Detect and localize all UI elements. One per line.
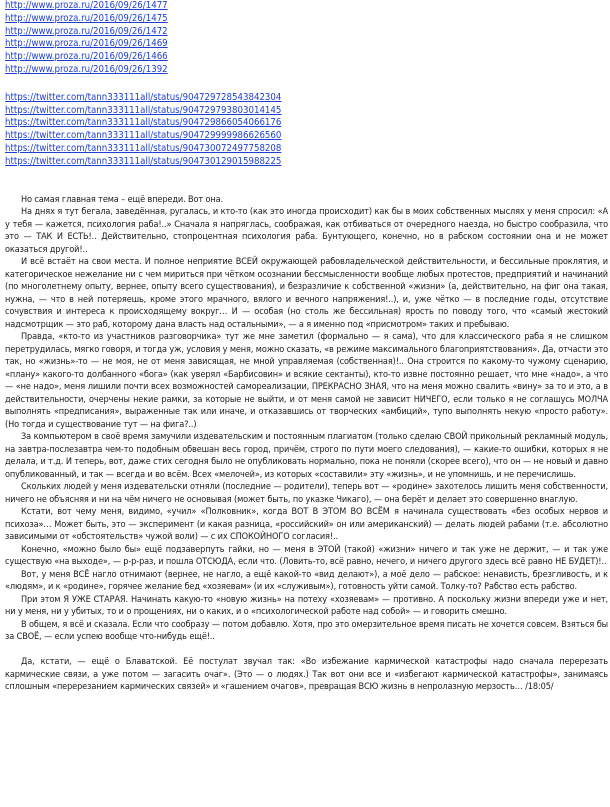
paragraph: Да, кстати, — ещё о Блаватской. Её постулат звучал так: «Во избежание кармической катастрофы надо сначала перерезать кармические связи, а уже потом — загасить очаг». (Это — о людях.) Так вот они все и «избегают кармической катастрофы», занимаясь сплошным «перерезанием кармических связей» и «гашением очагов», превращая ВСЮ жизнь в непролазную мерзость… /18:05/ [5,657,608,693]
paragraph: Кстати, вот чему меня, видимо, «учил» «Полковник», когда ВОТ В ЭТОМ ВО ВСЁМ я начинала существовать «без особых нервов и психоза»… Может быть, это — эксперимент (и какая разница, «российский» он или американский) — делать людей рабами (т.е. абсолютно зависимыми от «обстоятельств» чужой воли) — с их СПОКОЙНОГО согласия!.. [5,507,608,543]
paragraph: При этом Я УЖЕ СТАРАЯ. Начинать какую-то «новую жизнь» на потеху «хозяевам» — противно. А поскольку жизни впереди уже и нет, ни у меня, ни у убитых, то и о прощениях, ни о каких, и о «психологической работе над собой» — и говорить смешно. [5,594,608,618]
paragraph: В общем, я всё и сказала. Если что сообразу — потом добавлю. Хотя, про это омерзительное время писать не хочется совсем. Взяться бы за СВОЁ, — если успею вообще что-нибудь ещё!.. [5,619,608,643]
paragraph: И всё встаёт на свои места. И полное неприятие ВСЕЙ окружающей рабовладельческой действительности, и бессильные проклятия, и категорическое нежелание ни с чем мириться при чётком осознании бессмысленности вообще любых протестов, предприятий и начинаний (по многолетнему опыту, вернее, опыту всего существования), и безразличие к собственной «жизни» (а, действительно, на фиг она такая, нужна, — что в ней потеряешь, кроме этого мрачного, вялого и вечного напряжения!..), и, уже чётко — в последние годы, отсутствие сочувствия и интереса к происходящему вокруг… И — особая (но столь же бессильная) ярость по поводу того, что «самый жестокий надсмотрщик — это раб, которому дана власть над остальными», — а я именно под «присмотром» таких и пребываю. [5,257,608,330]
twitter-link[interactable]: https://twitter.com/tann333111all/status/904730129015988225 [5,155,282,167]
link-item [5,51,608,64]
link-item [5,0,608,13]
twitter-link[interactable]: https://twitter.com/tann333111all/status/904730072497758208 [5,142,282,154]
paragraph: Вот, у меня ВСЁ нагло отнимают (вернее, не нагло, а ещё какой-то «вид делают»), а моё дело — рабское: ненависть, брезгливость, и к «людям», и к «родине», горячее желание бед «хозяевам» (и их «служивым»), готовность уйти самой. Толку-то? Рабство есть рабство. [5,569,608,593]
paragraph: На днях я тут бегала, заведённая, ругалась, и кто-то (как это иногда происходит) как бы в моих собственных мыслях у меня спросил: «А у тебя — кажется, психология раба!..» Сначала я напряглась, соображая, как отбиваться от очередного наезда, но быстро сообразила, что это — ТАК И ЕСТЬ!.. Действительно, стопроцентная психология раба. Бунтующего, конечно, но в рабском состоянии она и не может оказаться другой!.. [5,207,608,255]
proza-link[interactable]: http://www.proza.ru/2016/09/26/1469 [5,38,168,50]
link-item [5,105,608,118]
paragraph: Но самая главная тема – ещё впереди. Вот она. [21,194,224,205]
link-item [5,117,608,130]
paragraph: Скольких людей у меня издевательски отняли (последние — родители), теперь вот — «родине» захотелось лишить меня собственности, ничего не объясняя и ни на чём ничего не основывая (может быть, по указке Чикаго), — она берёт и делает это совершенно внаглую. [5,482,608,505]
proza-link[interactable]: http://www.proza.ru/2016/09/26/1466 [5,51,168,63]
twitter-link-list [5,92,608,169]
link-item [5,156,608,169]
proza-link[interactable]: http://www.proza.ru/2016/09/26/1475 [5,12,168,24]
link-item [5,64,608,77]
paragraph: Конечно, «можно было бы» ещё подзаверпуть гайки, но — меня в ЭТОЙ (такой) «жизни» ничего и так уже не держит, — и так уже существую «на выходе», — р-р-раз, и пошла ОТСЮДА, если что. (Ловить-то, всё равно, нечего, и ничего другого здесь всё равно НЕ БУДЕТ)!.. [5,544,608,568]
link-item [5,92,608,105]
paragraph [5,644,608,657]
proza-link-list [5,0,608,77]
twitter-link[interactable]: https://twitter.com/tann333111all/status/904729866054066176 [5,117,282,129]
link-item [5,130,608,143]
link-item [5,26,608,39]
link-item [5,143,608,156]
twitter-link[interactable]: https://twitter.com/tann333111all/status/904729793803014145 [5,104,282,116]
proza-link[interactable]: http://www.proza.ru/2016/09/26/1477 [5,0,168,11]
paragraph: За компьютером в своё время замучили издевательским и постоянным плагиатом (только сделаю СВОЙ прикольный рекламный модуль, на завтра-послезавтра чем-то подобным обвешан весь город, причём, строго по пути моего следования), — какие-то ошибки, которых я не делала, и т.д. И теперь, вот, даже стих сегодня было не опубликовать нормально, пока не поняли (скорее всего), что он — не новый и давно опубликованный, и так — всегда и во всём. Всех «мелочей», из которых «составили» эту «жизнь», и не упомнишь, и не перечислишь. [5,432,608,480]
link-item [5,13,608,26]
proza-link[interactable]: http://www.proza.ru/2016/09/26/1472 [5,25,168,37]
article-body [5,194,608,694]
proza-link[interactable]: http://www.proza.ru/2016/09/26/1392 [5,63,168,75]
link-item [5,38,608,51]
paragraph: Правда, «кто-то из участников разговорчика» тут же мне заметил (формально — я сама), что для классического раба я не слишком перетрудилась, мягко говоря, и тогда уж, условия у меня, можно сказать, «в режиме максимального благоприятствования». Да, отчасти это так, но «жизнь»-то — не моя, не от меня зависящая, не мной управляемая (собственная)!.. Она строится по какому-то чужому сценарию, «плану» какого-то долбанного «бога» (как уверял «Барбисовин» и всякие сектанты), кто-то извне постоянно решает, что мне «надо», а что — «не надо», меня лишили почти всех возможностей самореализации, ПРЕКРАСНО ЗНАЯ, что на меня можно свалить «вину» за то и это, а в действительности, очерчены некие рамки, за которые не выйти, и от меня самой не зависит НИЧЕГО, если только я не соглашусь МОЛЧА выполнять «предписания», выраженные так или иначе, и отказавшись от творческих «амбиций», тупо выполнять некую «просто работу». (Но тогда и существование тут — на фига?..) [5,332,608,430]
twitter-link[interactable]: https://twitter.com/tann333111all/status/904729999986626560 [5,130,282,142]
twitter-link[interactable]: https://twitter.com/tann333111all/status/904729728543842304 [5,91,282,103]
document-page [5,0,608,694]
